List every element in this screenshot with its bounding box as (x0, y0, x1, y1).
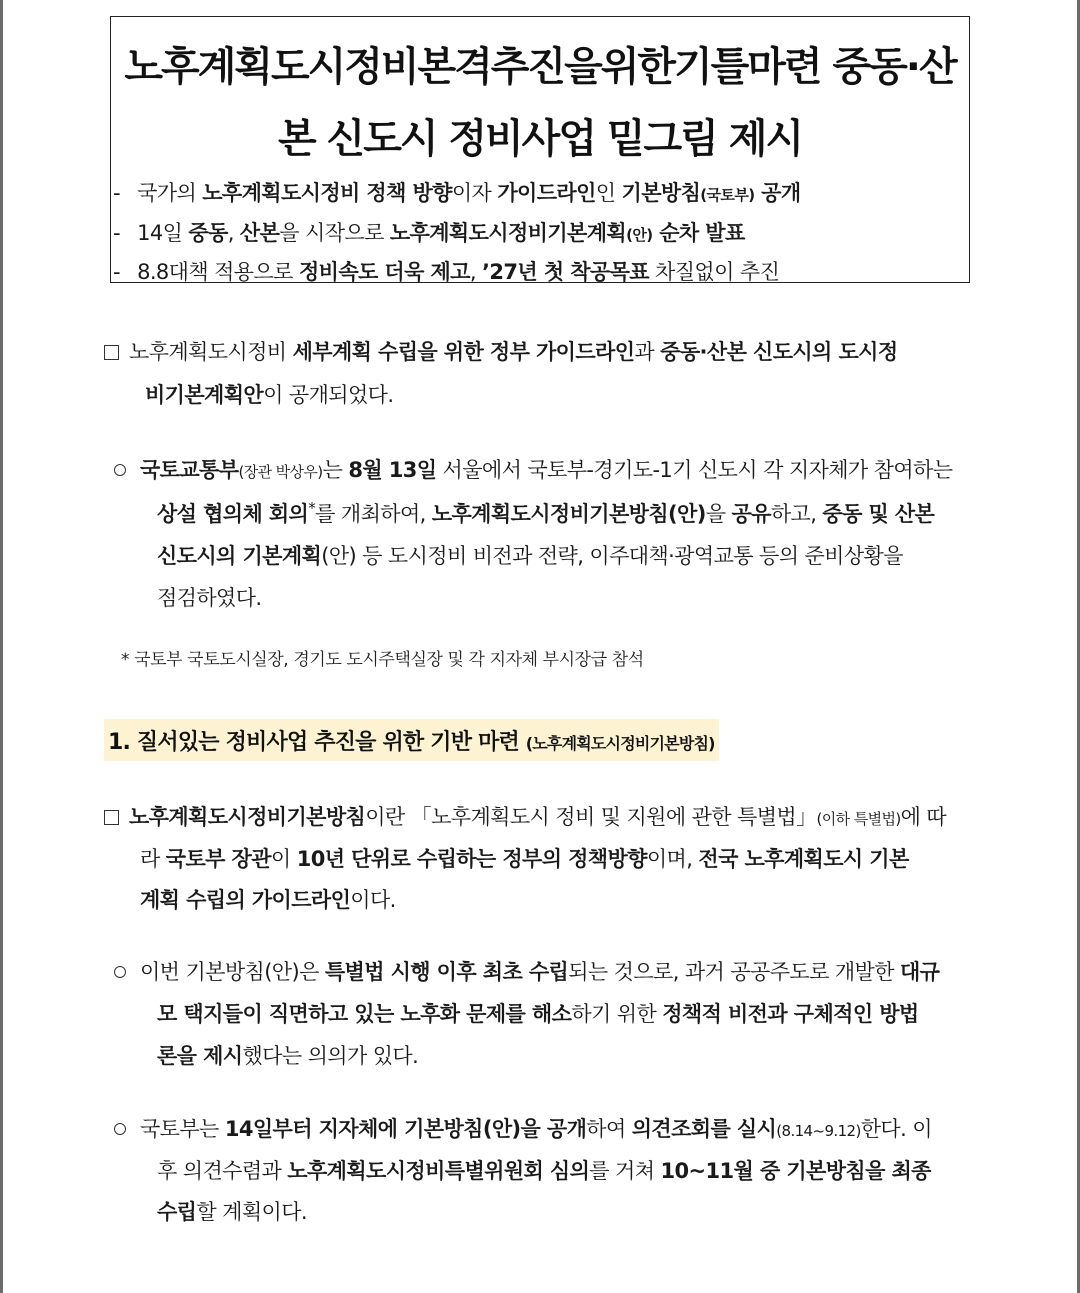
page-border-left (0, 0, 3, 1293)
intro-line-2: 비기본계획안이 공개되었다. (145, 383, 394, 407)
square-bullet-icon (104, 810, 119, 825)
title-line-1: 노후계획도시정비본격추진을위한기틀마련 중동·산 (124, 44, 956, 90)
circle-bullet-icon (114, 464, 126, 476)
meeting-line-3: 신도시의 기본계획(안) 등 도시정비 비전과 전략, 이주대책·광역교통 등의 준비상황을 (157, 544, 903, 568)
schedule-line-1: 국토부는 14일부터 지자체에 기본방침(안)을 공개하여 의견조회를 실시(8.14~9.12)한다. 이 (114, 1113, 932, 1143)
square-bullet-icon (104, 345, 119, 360)
meeting-line-4: 점검하였다. (157, 586, 262, 610)
definition-line-3: 계획 수립의 가이드라인이다. (140, 888, 396, 912)
definition-line-2: 라 국토부 장관이 10년 단위로 수립하는 정부의 정책방향이며, 전국 노후계획도시 기본 (140, 847, 909, 871)
circle-bullet-icon (114, 966, 126, 978)
significance-line-2: 모 택지들이 직면하고 있는 노후화 문제를 해소하기 위한 정책적 비전과 구체적인 방법 (157, 1002, 919, 1026)
significance-line-1: 이번 기본방침(안)은 특별법 시행 이후 최초 수립되는 것으로, 과거 공공주도로 개발한 대규 (114, 956, 939, 986)
subtitle-3: - 8.8대책 적용으로 정비속도 더욱 제고, ’27년 첫 착공목표 차질없이 추진 (113, 260, 780, 284)
definition-line-1: 노후계획도시정비기본방침이란 「노후계획도시 정비 및 지원에 관한 특별법」(이하 특별법)에 따 (104, 801, 946, 831)
subtitle-2: - 14일 중동, 산본을 시작으로 노후계획도시정비기본계획(안) 순차 발표 (113, 221, 745, 245)
subtitle-1: - 국가의 노후계획도시정비 정책 방향이자 가이드라인인 기본방침(국토부) 공개 (113, 181, 801, 205)
meeting-line-2: 상설 협의체 회의*를 개최하여, 노후계획도시정비기본방침(안)을 공유하고, 중동 및 산본 (157, 499, 935, 526)
section-1-heading: 1. 질서있는 정비사업 추진을 위한 기반 마련 (노후계획도시정비기본방침) (104, 719, 719, 761)
schedule-line-3: 수립할 계획이다. (157, 1200, 307, 1224)
significance-line-3: 론을 제시했다는 의의가 있다. (157, 1044, 419, 1068)
title-line-2: 본 신도시 정비사업 밑그림 제시 (277, 116, 803, 162)
intro-line-1: 노후계획도시정비 세부계획 수립을 위한 정부 가이드라인과 중동·산본 신도시의 도시정 (104, 336, 977, 366)
footnote: * 국토부 국토도시실장, 경기도 도시주택실장 및 각 지자체 부시장급 참석 (121, 650, 644, 670)
title-box (110, 16, 970, 283)
meeting-line-1: 국토교통부(장관 박상우)는 8월 13일 서울에서 국토부-경기도-1기 신도시 각 지자체가 참여하는 (114, 454, 952, 484)
circle-bullet-icon (114, 1123, 126, 1135)
schedule-line-2: 후 의견수렴과 노후계획도시정비특별위원회 심의를 거쳐 10~11월 중 기본방침을 최종 (157, 1159, 931, 1183)
